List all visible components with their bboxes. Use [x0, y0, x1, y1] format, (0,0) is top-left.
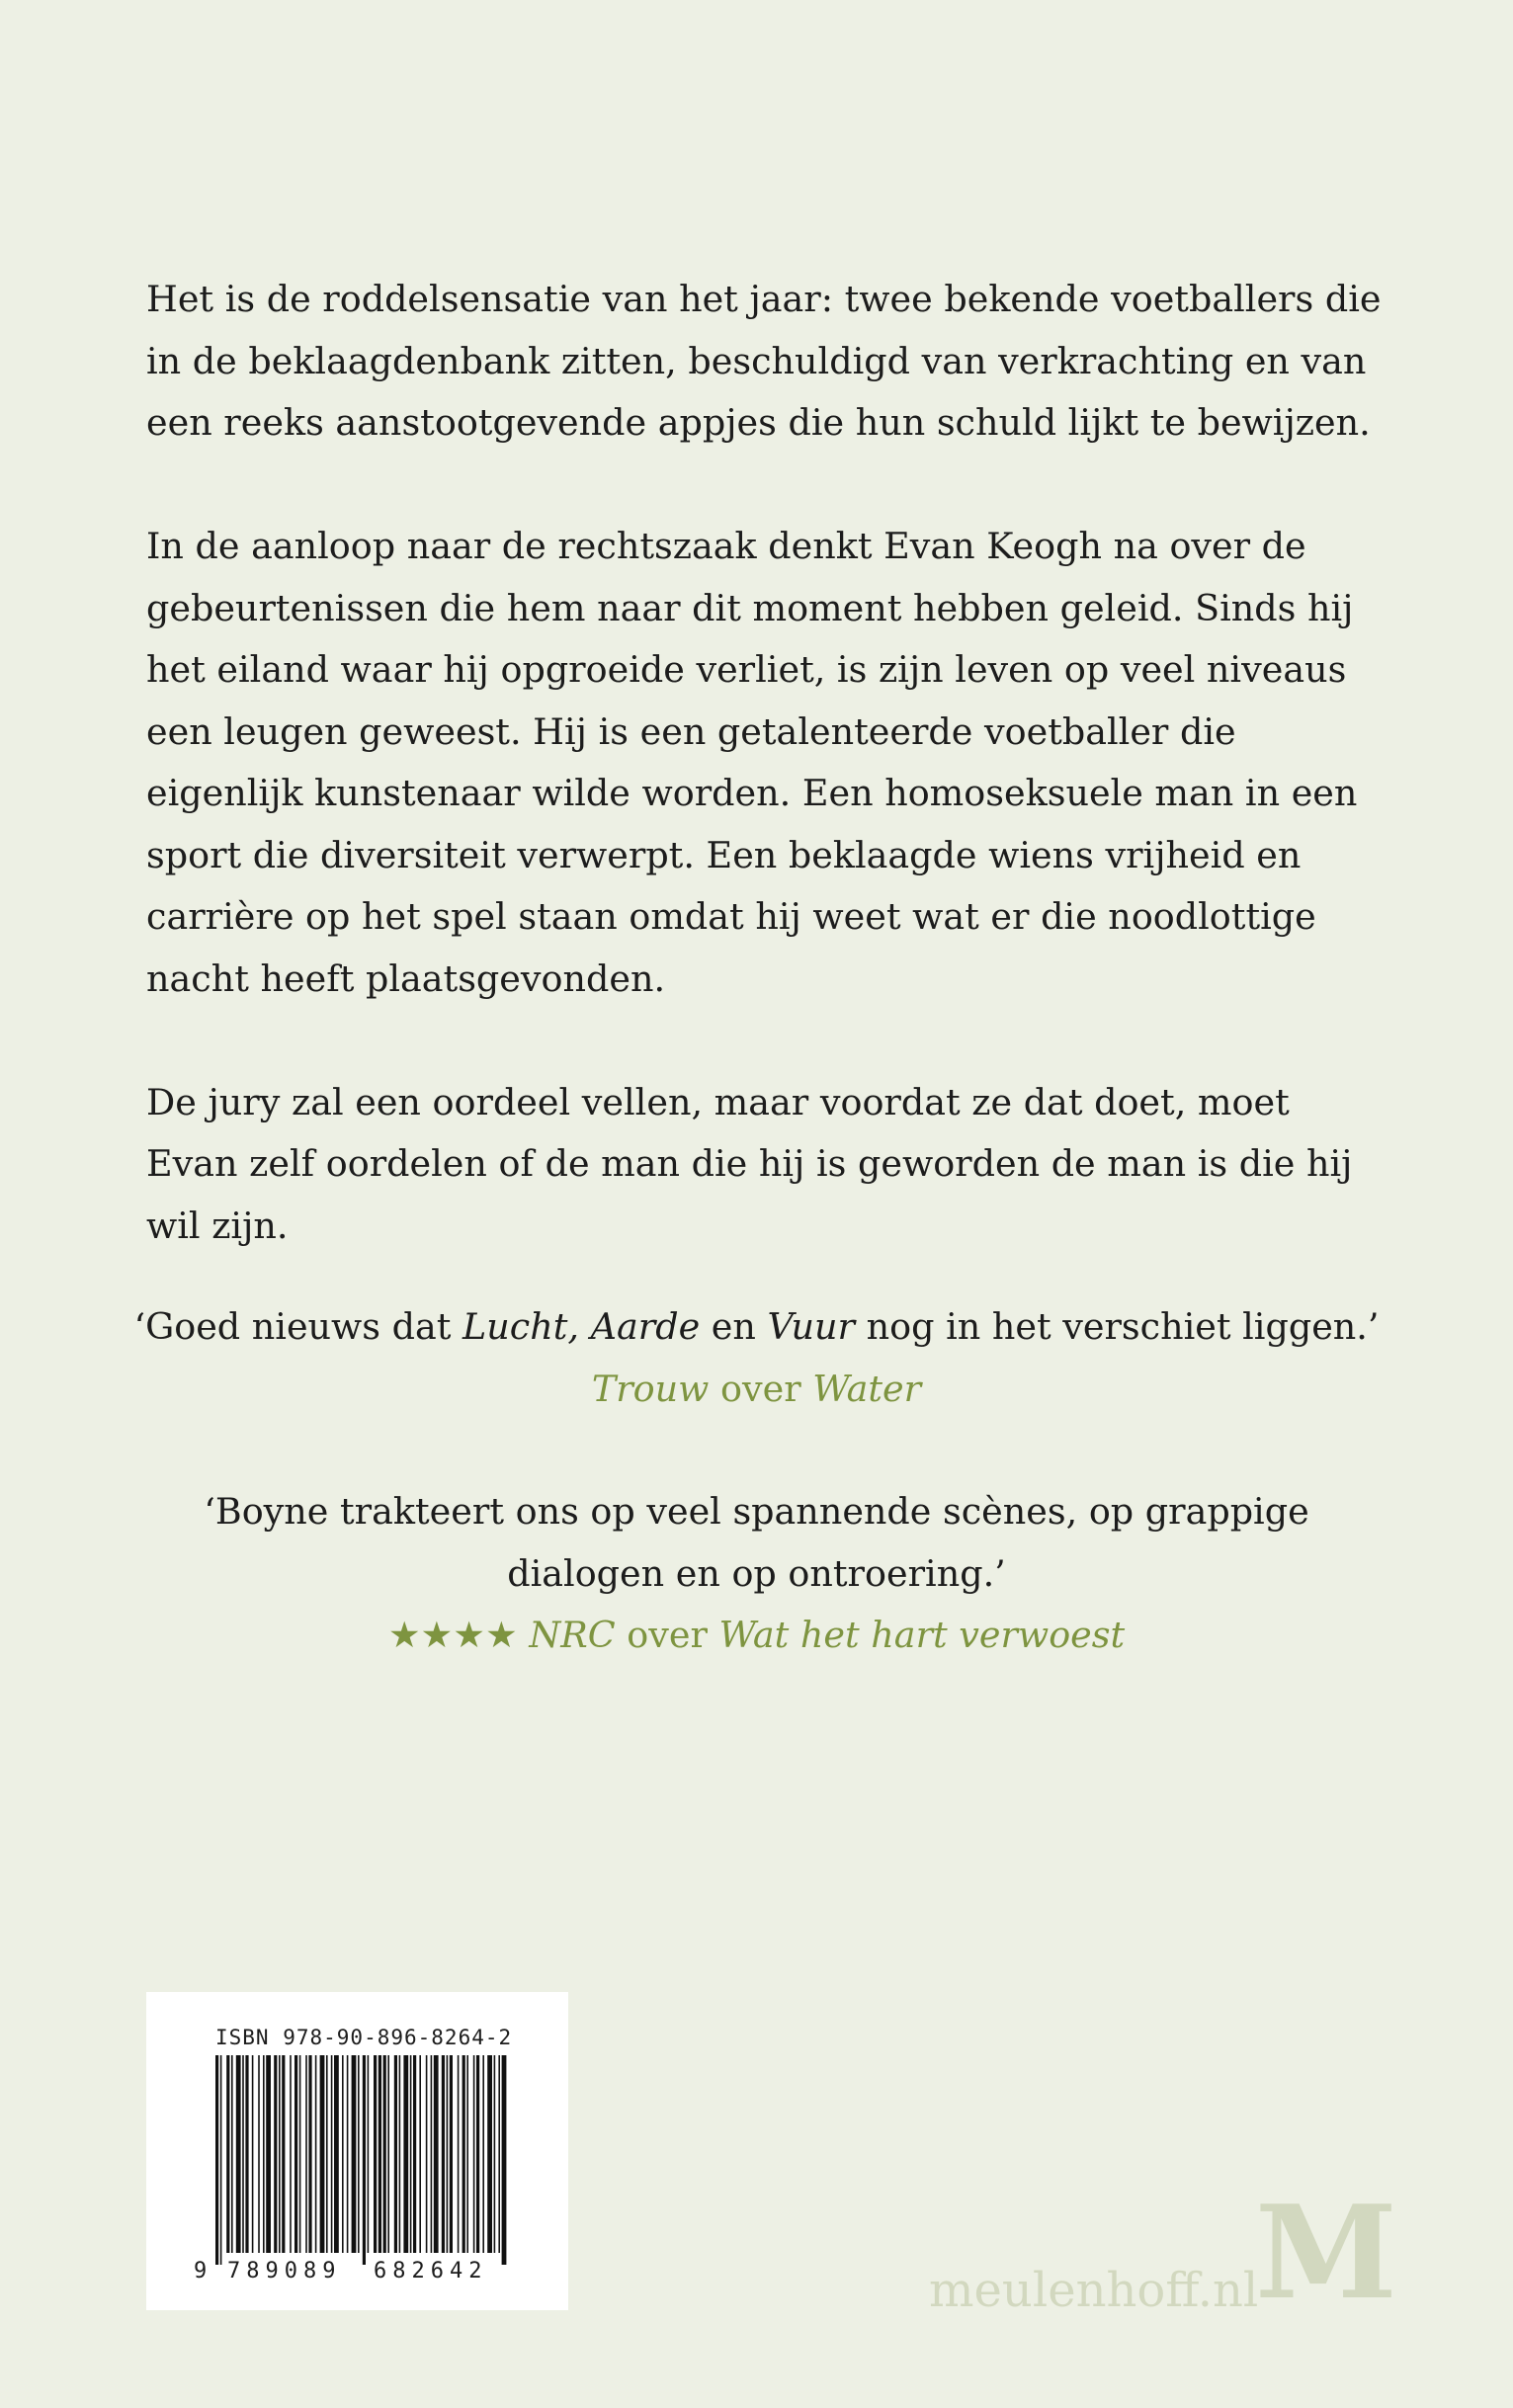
- barcode-bar: [352, 2055, 357, 2253]
- barcode-bar: [226, 2055, 229, 2253]
- barcode-bar: [282, 2055, 285, 2253]
- barcode-bar: [220, 2055, 222, 2265]
- barcode-bar: [442, 2055, 445, 2253]
- barcode-bar: [294, 2055, 297, 2253]
- quote-1-text: ‘Goed nieuws dat Lucht, Aarde en Vuur nog in het verschiet liggen.’: [133, 1305, 1380, 1348]
- barcode-bar: [231, 2055, 233, 2253]
- review-quote-2: [0, 1481, 1513, 1667]
- barcode-bar: [215, 2055, 218, 2265]
- barcode-digits-left: 789089: [227, 2259, 342, 2283]
- blurb-paragraph-1: Het is de roddelsensatie van het jaar: twee bekende voetballers die in de beklaagdenbank zitten, beschuldigd van verkrachting en van een reeks aanstootgevende appjes die hun schuld lijkt te bewijzen.: [146, 278, 1382, 444]
- barcode-bar: [413, 2055, 416, 2253]
- barcode-bar: [374, 2055, 377, 2253]
- barcode-bar: [252, 2055, 254, 2253]
- barcode-bar: [331, 2055, 333, 2253]
- barcode-bar: [498, 2055, 500, 2253]
- barcode-bar: [358, 2055, 360, 2253]
- isbn-label: ISBN 978-90-896-8264-2: [215, 2026, 513, 2049]
- barcode-bar: [266, 2055, 271, 2253]
- barcode-bar: [308, 2055, 311, 2253]
- barcode-bar: [447, 2055, 449, 2253]
- barcode-bar: [378, 2055, 381, 2253]
- barcode-digit-lead: 9: [194, 2259, 208, 2283]
- barcode-bar: [258, 2055, 260, 2253]
- quote-2-line-2: dialogen en op ontroering.’: [507, 1551, 1006, 1595]
- barcode-bar: [368, 2055, 370, 2253]
- barcode-bar: [315, 2055, 317, 2253]
- barcode-bar: [394, 2055, 397, 2253]
- barcode-bar: [431, 2055, 433, 2253]
- barcode-bar: [334, 2055, 339, 2253]
- barcode-bar: [482, 2055, 484, 2253]
- barcode-bar: [466, 2055, 468, 2253]
- publisher-website: meulenhoff.nl: [929, 2263, 1259, 2318]
- barcode-bar: [305, 2055, 307, 2253]
- barcode-bar: [502, 2055, 507, 2265]
- barcode-bar: [326, 2055, 328, 2253]
- publisher-logo: M: [1255, 2177, 1397, 2328]
- barcode-bar: [290, 2055, 292, 2253]
- barcode-bar: [458, 2055, 460, 2253]
- barcode-bar: [383, 2055, 386, 2253]
- quote-2-source: ★★★★ NRC over Wat het hart verwoest: [387, 1614, 1126, 1656]
- barcode-bar: [399, 2055, 401, 2253]
- barcode-bar: [263, 2055, 265, 2253]
- back-cover-blurb: [146, 269, 1382, 1319]
- barcode-bar: [363, 2055, 366, 2265]
- isbn-barcode: [146, 1992, 568, 2310]
- barcode-bar: [403, 2055, 408, 2253]
- barcode-bar: [487, 2055, 492, 2253]
- quote-1-source: Trouw over Water: [591, 1367, 922, 1410]
- barcode-bar: [434, 2055, 439, 2253]
- barcode-bar: [274, 2055, 277, 2253]
- barcode-bar: [419, 2055, 421, 2253]
- blurb-paragraph-3: De jury zal een oordeel vellen, maar voordat ze dat doet, moet Evan zelf oordelen of de man die hij is geworden de man is die hij wil zijn.: [146, 1080, 1353, 1247]
- barcode-bar: [473, 2055, 475, 2253]
- barcode-bar: [387, 2055, 389, 2253]
- rating-stars: ★★★★: [387, 1614, 530, 1656]
- barcode-bar: [242, 2055, 244, 2253]
- blurb-paragraph-2: In de aanloop naar de rechtszaak denkt Evan Keogh na over de gebeurtenissen die hem naar dit moment hebben geleid. Sinds hij het eiland waar hij opgroeide verliet, is zijn leven op veel niveaus een leugen geweest. Hij is een getalenteerde voetballer die eigenlijk kunstenaar wilde worden. Een homoseksuele man in een sport die diversiteit verwerpt. Een beklaagde wiens vrijheid en carrière op het spel staan omdat hij weet wat er die noodlottige nacht heeft plaatsgevonden.: [146, 525, 1358, 1000]
- barcode-digits-right: 682642: [374, 2259, 488, 2283]
- review-quote-1: [0, 1296, 1513, 1420]
- barcode-bar: [320, 2055, 325, 2253]
- barcode-bar: [299, 2055, 301, 2253]
- barcode-bars: [213, 2055, 510, 2265]
- barcode-bar: [450, 2055, 453, 2253]
- barcode-bar: [426, 2055, 428, 2253]
- barcode-bar: [245, 2055, 248, 2253]
- barcode-bar: [342, 2055, 344, 2253]
- quote-2-line-1: ‘Boyne trakteert ons op veel spannende scènes, op grappige: [204, 1490, 1309, 1533]
- barcode-bar: [279, 2055, 281, 2253]
- barcode-bar: [462, 2055, 465, 2253]
- barcode-bar: [347, 2055, 349, 2253]
- barcode-bar: [476, 2055, 479, 2253]
- barcode-bar: [494, 2055, 496, 2253]
- barcode-bar: [236, 2055, 241, 2253]
- barcode-bar: [410, 2055, 412, 2253]
